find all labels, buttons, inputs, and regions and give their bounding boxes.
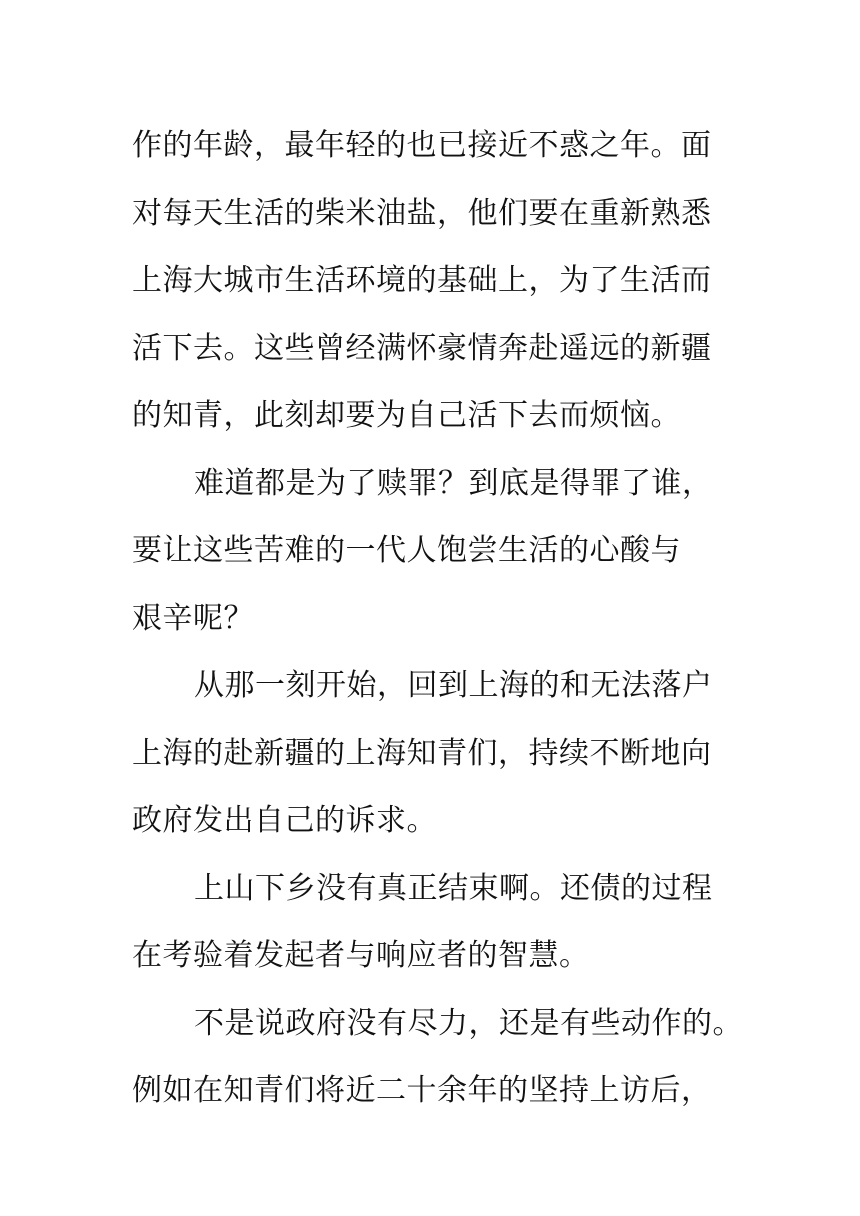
- text-line: 上海大城市生活环境的基础上，为了生活而: [132, 263, 712, 298]
- text-line: 作的年龄，最年轻的也已接近不惑之年。面: [132, 128, 712, 163]
- text-line: 要让这些苦难的一代人饱尝生活的心酸与: [132, 533, 681, 568]
- text-line: 活下去。这些曾经满怀豪情奔赴遥远的新疆: [132, 330, 712, 366]
- text-line: 的知青，此刻却要为自己活下去而烦恼。: [132, 398, 681, 433]
- text-line: 在考验着发起者与响应者的智慧。: [132, 938, 590, 973]
- text-line: 不是说政府没有尽力，还是有些动作的。: [194, 1005, 743, 1041]
- text-line: 从那一刻开始，回到上海的和无法落户: [194, 668, 713, 703]
- text-line: 难道都是为了赎罪？到底是得罪了谁，: [194, 465, 713, 501]
- text-line: 对每天生活的柴米油盐，他们要在重新熟悉: [132, 195, 712, 231]
- body-text: [132, 112, 762, 1125]
- text-line: 例如在知青们将近二十余年的坚持上访后，: [132, 1073, 712, 1108]
- text-line: 上海的赴新疆的上海知青们，持续不断地向: [132, 735, 712, 771]
- text-line: 政府发出自己的诉求。: [132, 803, 437, 838]
- text-line: 艰辛呢？: [132, 600, 254, 636]
- text-line: 上山下乡没有真正结束啊。还债的过程: [194, 870, 713, 906]
